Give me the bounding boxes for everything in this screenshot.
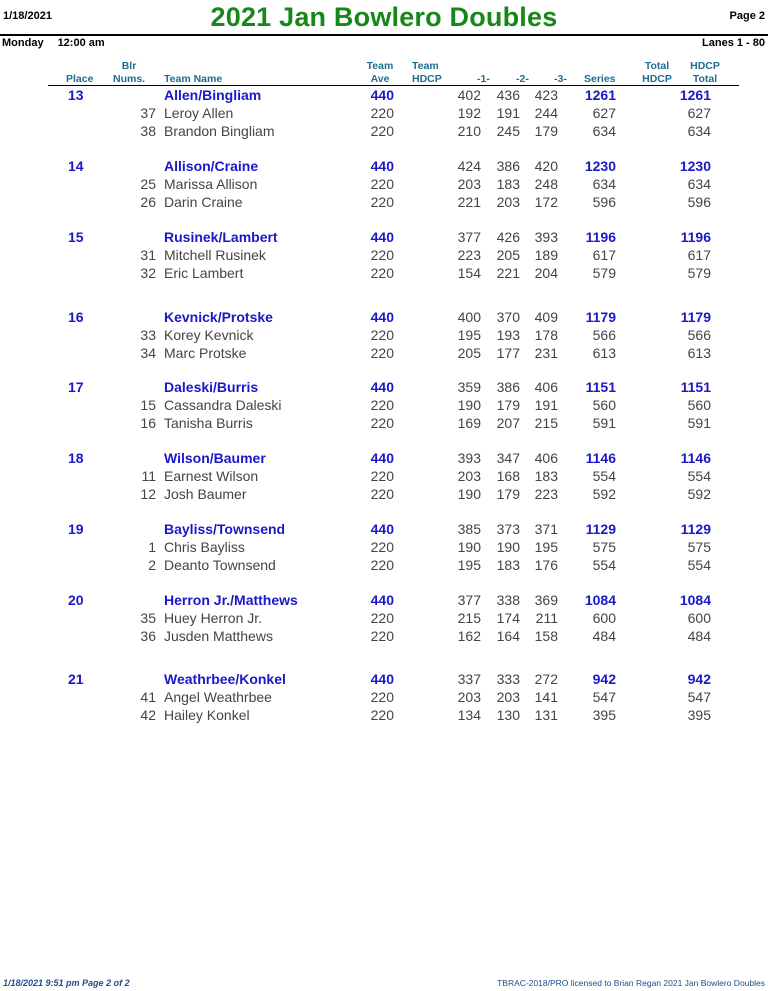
col-team-hdcp-bottom: HDCP bbox=[412, 73, 442, 85]
bowler-number: 16 bbox=[140, 415, 156, 431]
team-game-2: 386 bbox=[496, 158, 520, 174]
bowler-number: 15 bbox=[140, 397, 156, 413]
team-game-3: 423 bbox=[534, 87, 558, 103]
bowler-game-1: 190 bbox=[457, 397, 481, 413]
team-game-1: 359 bbox=[457, 379, 481, 395]
bowler-game-2: 164 bbox=[496, 628, 520, 644]
bowler-name: Marissa Allison bbox=[164, 176, 258, 192]
bowler-name: Chris Bayliss bbox=[164, 539, 245, 555]
bowler-number: 33 bbox=[140, 327, 156, 343]
bowler-hdcp-total: 566 bbox=[687, 327, 711, 343]
bowler-game-2: 221 bbox=[496, 265, 520, 281]
bowler-game-1: 205 bbox=[457, 345, 481, 361]
bowler-series: 600 bbox=[592, 610, 616, 626]
col-team-hdcp-top: Team bbox=[412, 60, 439, 72]
team-game-2: 370 bbox=[496, 309, 520, 325]
team-series: 1261 bbox=[584, 87, 616, 103]
bowler-number: 1 bbox=[148, 539, 156, 555]
bowler-hdcp-total: 575 bbox=[687, 539, 711, 555]
team-game-3: 406 bbox=[534, 379, 558, 395]
bowler-number: 35 bbox=[140, 610, 156, 626]
bowler-average: 220 bbox=[370, 415, 394, 431]
team-series: 1196 bbox=[585, 229, 616, 245]
team-game-1: 424 bbox=[457, 158, 481, 174]
report-date: 1/18/2021 bbox=[3, 10, 52, 22]
bowler-game-1: 154 bbox=[457, 265, 481, 281]
team-game-1: 377 bbox=[457, 229, 481, 245]
bowler-number: 12 bbox=[140, 486, 156, 502]
bowler-average: 220 bbox=[370, 689, 394, 705]
team-game-2: 373 bbox=[496, 521, 520, 537]
bowler-series: 592 bbox=[592, 486, 616, 502]
team-average: 440 bbox=[370, 379, 394, 395]
team-place: 13 bbox=[68, 87, 84, 103]
team-average: 440 bbox=[370, 87, 394, 103]
col-team-ave-top: Team bbox=[366, 60, 394, 72]
col-team-ave bbox=[362, 60, 398, 86]
bowler-game-2: 203 bbox=[496, 194, 520, 210]
footer-print-info: 1/18/2021 9:51 pm Page 2 of 2 bbox=[3, 978, 130, 988]
bowler-game-3: 231 bbox=[534, 345, 558, 361]
team-hdcp-total: 1146 bbox=[680, 450, 711, 466]
bowler-game-2: 174 bbox=[496, 610, 520, 626]
bowler-game-2: 190 bbox=[496, 539, 520, 555]
col-hdcp-total-top: HDCP bbox=[690, 60, 720, 72]
team-name: Rusinek/Lambert bbox=[164, 229, 278, 245]
session-info bbox=[2, 37, 105, 49]
bowler-game-3: 211 bbox=[535, 610, 558, 626]
bowler-game-3: 248 bbox=[534, 176, 558, 192]
team-average: 440 bbox=[370, 229, 394, 245]
team-game-2: 386 bbox=[496, 379, 520, 395]
bowler-average: 220 bbox=[370, 468, 394, 484]
team-game-2: 347 bbox=[496, 450, 520, 466]
bowler-name: Eric Lambert bbox=[164, 265, 244, 281]
team-game-3: 393 bbox=[534, 229, 558, 245]
bowler-series: 554 bbox=[592, 557, 616, 573]
team-name: Herron Jr./Matthews bbox=[164, 592, 298, 608]
bowler-hdcp-total: 579 bbox=[687, 265, 711, 281]
bowler-game-1: 210 bbox=[457, 123, 481, 139]
session-time: 12:00 am bbox=[57, 37, 105, 49]
team-place: 19 bbox=[68, 521, 84, 537]
col-series: Series bbox=[584, 73, 616, 85]
bowler-game-3: 176 bbox=[534, 557, 558, 573]
bowler-series: 634 bbox=[592, 123, 616, 139]
bowler-game-3: 204 bbox=[534, 265, 558, 281]
bowler-name: Korey Kevnick bbox=[164, 327, 254, 343]
team-game-1: 400 bbox=[457, 309, 481, 325]
bowler-game-3: 244 bbox=[534, 105, 558, 121]
team-place: 17 bbox=[68, 379, 84, 395]
team-average: 440 bbox=[370, 309, 394, 325]
bowler-name: Tanisha Burris bbox=[164, 415, 253, 431]
bowler-name: Angel Weathrbee bbox=[164, 689, 272, 705]
bowler-number: 36 bbox=[140, 628, 156, 644]
bowler-game-2: 177 bbox=[496, 345, 520, 361]
report-title: 2021 Jan Bowlero Doubles bbox=[210, 2, 558, 32]
bowler-series: 579 bbox=[592, 265, 616, 281]
bowler-average: 220 bbox=[370, 345, 394, 361]
col-team-hdcp bbox=[412, 60, 442, 86]
team-average: 440 bbox=[370, 671, 394, 687]
bowler-series: 617 bbox=[592, 247, 616, 263]
team-game-1: 337 bbox=[457, 671, 481, 687]
col-game-2: -2- bbox=[516, 73, 529, 85]
header-rule bbox=[0, 34, 768, 36]
bowler-game-2: 179 bbox=[496, 486, 520, 502]
col-blr-top: Blr bbox=[121, 60, 137, 72]
bowler-game-1: 223 bbox=[457, 247, 481, 263]
col-total-hdcp-bottom: HDCP bbox=[642, 73, 672, 85]
bowler-game-2: 130 bbox=[496, 707, 520, 723]
bowler-number: 34 bbox=[140, 345, 156, 361]
bowler-game-2: 203 bbox=[496, 689, 520, 705]
bowler-average: 220 bbox=[370, 327, 394, 343]
bowler-hdcp-total: 596 bbox=[687, 194, 711, 210]
bowler-series: 613 bbox=[592, 345, 616, 361]
bowler-average: 220 bbox=[370, 628, 394, 644]
bowler-number: 25 bbox=[140, 176, 156, 192]
bowler-game-3: 179 bbox=[534, 123, 558, 139]
bowler-hdcp-total: 592 bbox=[687, 486, 711, 502]
col-total-hdcp-top: Total bbox=[644, 60, 670, 72]
team-average: 440 bbox=[370, 450, 394, 466]
col-hdcp-total-bottom: Total bbox=[692, 73, 718, 85]
bowler-hdcp-total: 634 bbox=[687, 123, 711, 139]
bowler-hdcp-total: 560 bbox=[687, 397, 711, 413]
bowler-name: Darin Craine bbox=[164, 194, 243, 210]
bowler-game-1: 190 bbox=[457, 539, 481, 555]
bowler-number: 11 bbox=[141, 468, 156, 484]
bowler-game-2: 179 bbox=[496, 397, 520, 413]
team-game-1: 402 bbox=[457, 87, 481, 103]
col-team-ave-bottom: Ave bbox=[370, 73, 390, 85]
bowler-game-1: 195 bbox=[457, 327, 481, 343]
team-hdcp-total: 942 bbox=[687, 671, 711, 687]
col-hdcp-total bbox=[688, 60, 722, 86]
bowler-name: Leroy Allen bbox=[164, 105, 234, 121]
team-hdcp-total: 1196 bbox=[680, 229, 711, 245]
team-name: Kevnick/Protske bbox=[164, 309, 273, 325]
team-game-2: 333 bbox=[496, 671, 520, 687]
team-place: 16 bbox=[68, 309, 84, 325]
bowler-game-3: 172 bbox=[534, 194, 558, 210]
bowler-average: 220 bbox=[370, 539, 394, 555]
team-game-3: 409 bbox=[534, 309, 558, 325]
bowler-game-3: 141 bbox=[534, 689, 558, 705]
col-total-hdcp bbox=[640, 60, 674, 86]
bowler-name: Josh Baumer bbox=[164, 486, 247, 502]
bowler-average: 220 bbox=[370, 397, 394, 413]
team-name: Daleski/Burris bbox=[164, 379, 259, 395]
bowler-average: 220 bbox=[370, 265, 394, 281]
bowler-series: 560 bbox=[592, 397, 616, 413]
team-hdcp-total: 1261 bbox=[679, 87, 711, 103]
bowler-game-3: 215 bbox=[534, 415, 558, 431]
bowler-game-1: 203 bbox=[457, 468, 481, 484]
bowler-number: 37 bbox=[140, 105, 156, 121]
team-series: 1230 bbox=[584, 158, 616, 174]
bowler-series: 634 bbox=[592, 176, 616, 192]
team-game-3: 420 bbox=[534, 158, 558, 174]
bowler-average: 220 bbox=[370, 486, 394, 502]
team-game-3: 272 bbox=[534, 671, 558, 687]
bowler-game-3: 178 bbox=[534, 327, 558, 343]
team-average: 440 bbox=[370, 592, 394, 608]
bowler-game-1: 203 bbox=[457, 176, 481, 192]
team-hdcp-total: 1084 bbox=[679, 592, 711, 608]
team-place: 18 bbox=[68, 450, 84, 466]
bowler-game-1: 192 bbox=[457, 105, 481, 121]
bowler-game-1: 162 bbox=[457, 628, 481, 644]
team-series: 1146 bbox=[585, 450, 616, 466]
team-series: 1084 bbox=[584, 592, 616, 608]
bowler-average: 220 bbox=[370, 176, 394, 192]
team-place: 20 bbox=[68, 592, 84, 608]
bowler-game-1: 190 bbox=[457, 486, 481, 502]
bowler-number: 41 bbox=[140, 689, 156, 705]
team-name: Bayliss/Townsend bbox=[164, 521, 286, 537]
bowler-game-2: 183 bbox=[496, 557, 520, 573]
bowler-hdcp-total: 627 bbox=[687, 105, 711, 121]
bowler-number: 2 bbox=[148, 557, 156, 573]
bowler-name: Earnest Wilson bbox=[164, 468, 259, 484]
bowler-game-3: 195 bbox=[534, 539, 558, 555]
team-game-2: 426 bbox=[496, 229, 520, 245]
bowler-game-3: 131 bbox=[534, 707, 558, 723]
team-game-1: 393 bbox=[457, 450, 481, 466]
bowler-hdcp-total: 591 bbox=[687, 415, 711, 431]
col-blr-bottom: Nums. bbox=[113, 73, 146, 85]
col-place: Place bbox=[66, 73, 94, 85]
bowler-game-2: 168 bbox=[496, 468, 520, 484]
bowler-game-1: 195 bbox=[457, 557, 481, 573]
bowler-game-2: 245 bbox=[496, 123, 520, 139]
bowler-game-3: 191 bbox=[534, 397, 558, 413]
team-game-3: 406 bbox=[534, 450, 558, 466]
bowler-hdcp-total: 634 bbox=[687, 176, 711, 192]
team-name: Wilson/Baumer bbox=[164, 450, 266, 466]
bowler-game-2: 207 bbox=[496, 415, 520, 431]
team-series: 1151 bbox=[585, 379, 616, 395]
team-hdcp-total: 1230 bbox=[679, 158, 711, 174]
bowler-game-1: 134 bbox=[457, 707, 481, 723]
team-average: 440 bbox=[370, 521, 394, 537]
col-game-3: -3- bbox=[554, 73, 567, 85]
team-hdcp-total: 1179 bbox=[680, 309, 711, 325]
bowler-hdcp-total: 600 bbox=[687, 610, 711, 626]
bowler-hdcp-total: 613 bbox=[687, 345, 711, 361]
bowler-series: 484 bbox=[592, 628, 616, 644]
lanes-range: Lanes 1 - 80 bbox=[702, 37, 765, 49]
bowler-game-3: 223 bbox=[534, 486, 558, 502]
team-series: 942 bbox=[592, 671, 616, 687]
team-name: Allison/Craine bbox=[164, 158, 259, 174]
team-average: 440 bbox=[370, 158, 394, 174]
bowler-game-2: 193 bbox=[496, 327, 520, 343]
bowler-number: 26 bbox=[140, 194, 156, 210]
bowler-hdcp-total: 484 bbox=[687, 628, 711, 644]
team-hdcp-total: 1151 bbox=[680, 379, 711, 395]
bowler-average: 220 bbox=[370, 557, 394, 573]
bowler-number: 42 bbox=[140, 707, 156, 723]
team-game-2: 338 bbox=[496, 592, 520, 608]
bowler-number: 38 bbox=[140, 123, 156, 139]
bowler-average: 220 bbox=[370, 610, 394, 626]
bowler-hdcp-total: 554 bbox=[687, 557, 711, 573]
bowler-series: 547 bbox=[592, 689, 616, 705]
bowler-number: 32 bbox=[140, 265, 156, 281]
bowler-average: 220 bbox=[370, 707, 394, 723]
bowler-name: Mitchell Rusinek bbox=[164, 247, 266, 263]
bowler-series: 591 bbox=[592, 415, 616, 431]
bowler-series: 554 bbox=[592, 468, 616, 484]
col-blr-nums bbox=[113, 60, 145, 86]
bowler-series: 395 bbox=[592, 707, 616, 723]
bowler-average: 220 bbox=[370, 194, 394, 210]
page-number: Page 2 bbox=[729, 10, 765, 22]
session-day: Monday bbox=[2, 37, 44, 49]
bowler-average: 220 bbox=[370, 105, 394, 121]
bowler-game-1: 169 bbox=[457, 415, 481, 431]
col-team-name: Team Name bbox=[164, 73, 223, 85]
bowler-game-2: 183 bbox=[496, 176, 520, 192]
bowler-hdcp-total: 617 bbox=[687, 247, 711, 263]
team-place: 21 bbox=[68, 671, 84, 687]
bowler-number: 31 bbox=[140, 247, 156, 263]
bowler-game-2: 205 bbox=[496, 247, 520, 263]
team-hdcp-total: 1129 bbox=[680, 521, 711, 537]
team-series: 1179 bbox=[585, 309, 616, 325]
bowler-game-3: 158 bbox=[534, 628, 558, 644]
team-game-1: 377 bbox=[457, 592, 481, 608]
bowler-game-2: 191 bbox=[496, 105, 520, 121]
col-game-1: -1- bbox=[477, 73, 490, 85]
team-game-2: 436 bbox=[496, 87, 520, 103]
bowler-name: Cassandra Daleski bbox=[164, 397, 282, 413]
bowler-average: 220 bbox=[370, 247, 394, 263]
bowler-hdcp-total: 554 bbox=[687, 468, 711, 484]
team-place: 15 bbox=[68, 229, 84, 245]
team-game-3: 369 bbox=[534, 592, 558, 608]
bowler-series: 596 bbox=[592, 194, 616, 210]
bowler-name: Huey Herron Jr. bbox=[164, 610, 263, 626]
bowler-series: 575 bbox=[592, 539, 616, 555]
bowler-name: Deanto Townsend bbox=[164, 557, 276, 573]
bowler-name: Jusden Matthews bbox=[164, 628, 273, 644]
team-name: Weathrbee/Konkel bbox=[164, 671, 286, 687]
bowler-game-3: 183 bbox=[534, 468, 558, 484]
bowler-hdcp-total: 547 bbox=[687, 689, 711, 705]
bowler-series: 627 bbox=[592, 105, 616, 121]
team-game-3: 371 bbox=[534, 521, 558, 537]
bowler-name: Brandon Bingliam bbox=[164, 123, 275, 139]
bowler-hdcp-total: 395 bbox=[687, 707, 711, 723]
bowler-average: 220 bbox=[370, 123, 394, 139]
team-name: Allen/Bingliam bbox=[164, 87, 262, 103]
bowler-game-3: 189 bbox=[534, 247, 558, 263]
bowler-game-1: 221 bbox=[457, 194, 481, 210]
bowler-name: Marc Protske bbox=[164, 345, 247, 361]
bowler-name: Hailey Konkel bbox=[164, 707, 250, 723]
bowler-series: 566 bbox=[592, 327, 616, 343]
team-series: 1129 bbox=[585, 521, 616, 537]
footer-license: TBRAC-2018/PRO licensed to Brian Regan 2021 Jan Bowlero Doubles bbox=[497, 978, 765, 988]
bowler-game-1: 215 bbox=[457, 610, 481, 626]
team-place: 14 bbox=[68, 158, 84, 174]
team-game-1: 385 bbox=[457, 521, 481, 537]
bowler-game-1: 203 bbox=[457, 689, 481, 705]
